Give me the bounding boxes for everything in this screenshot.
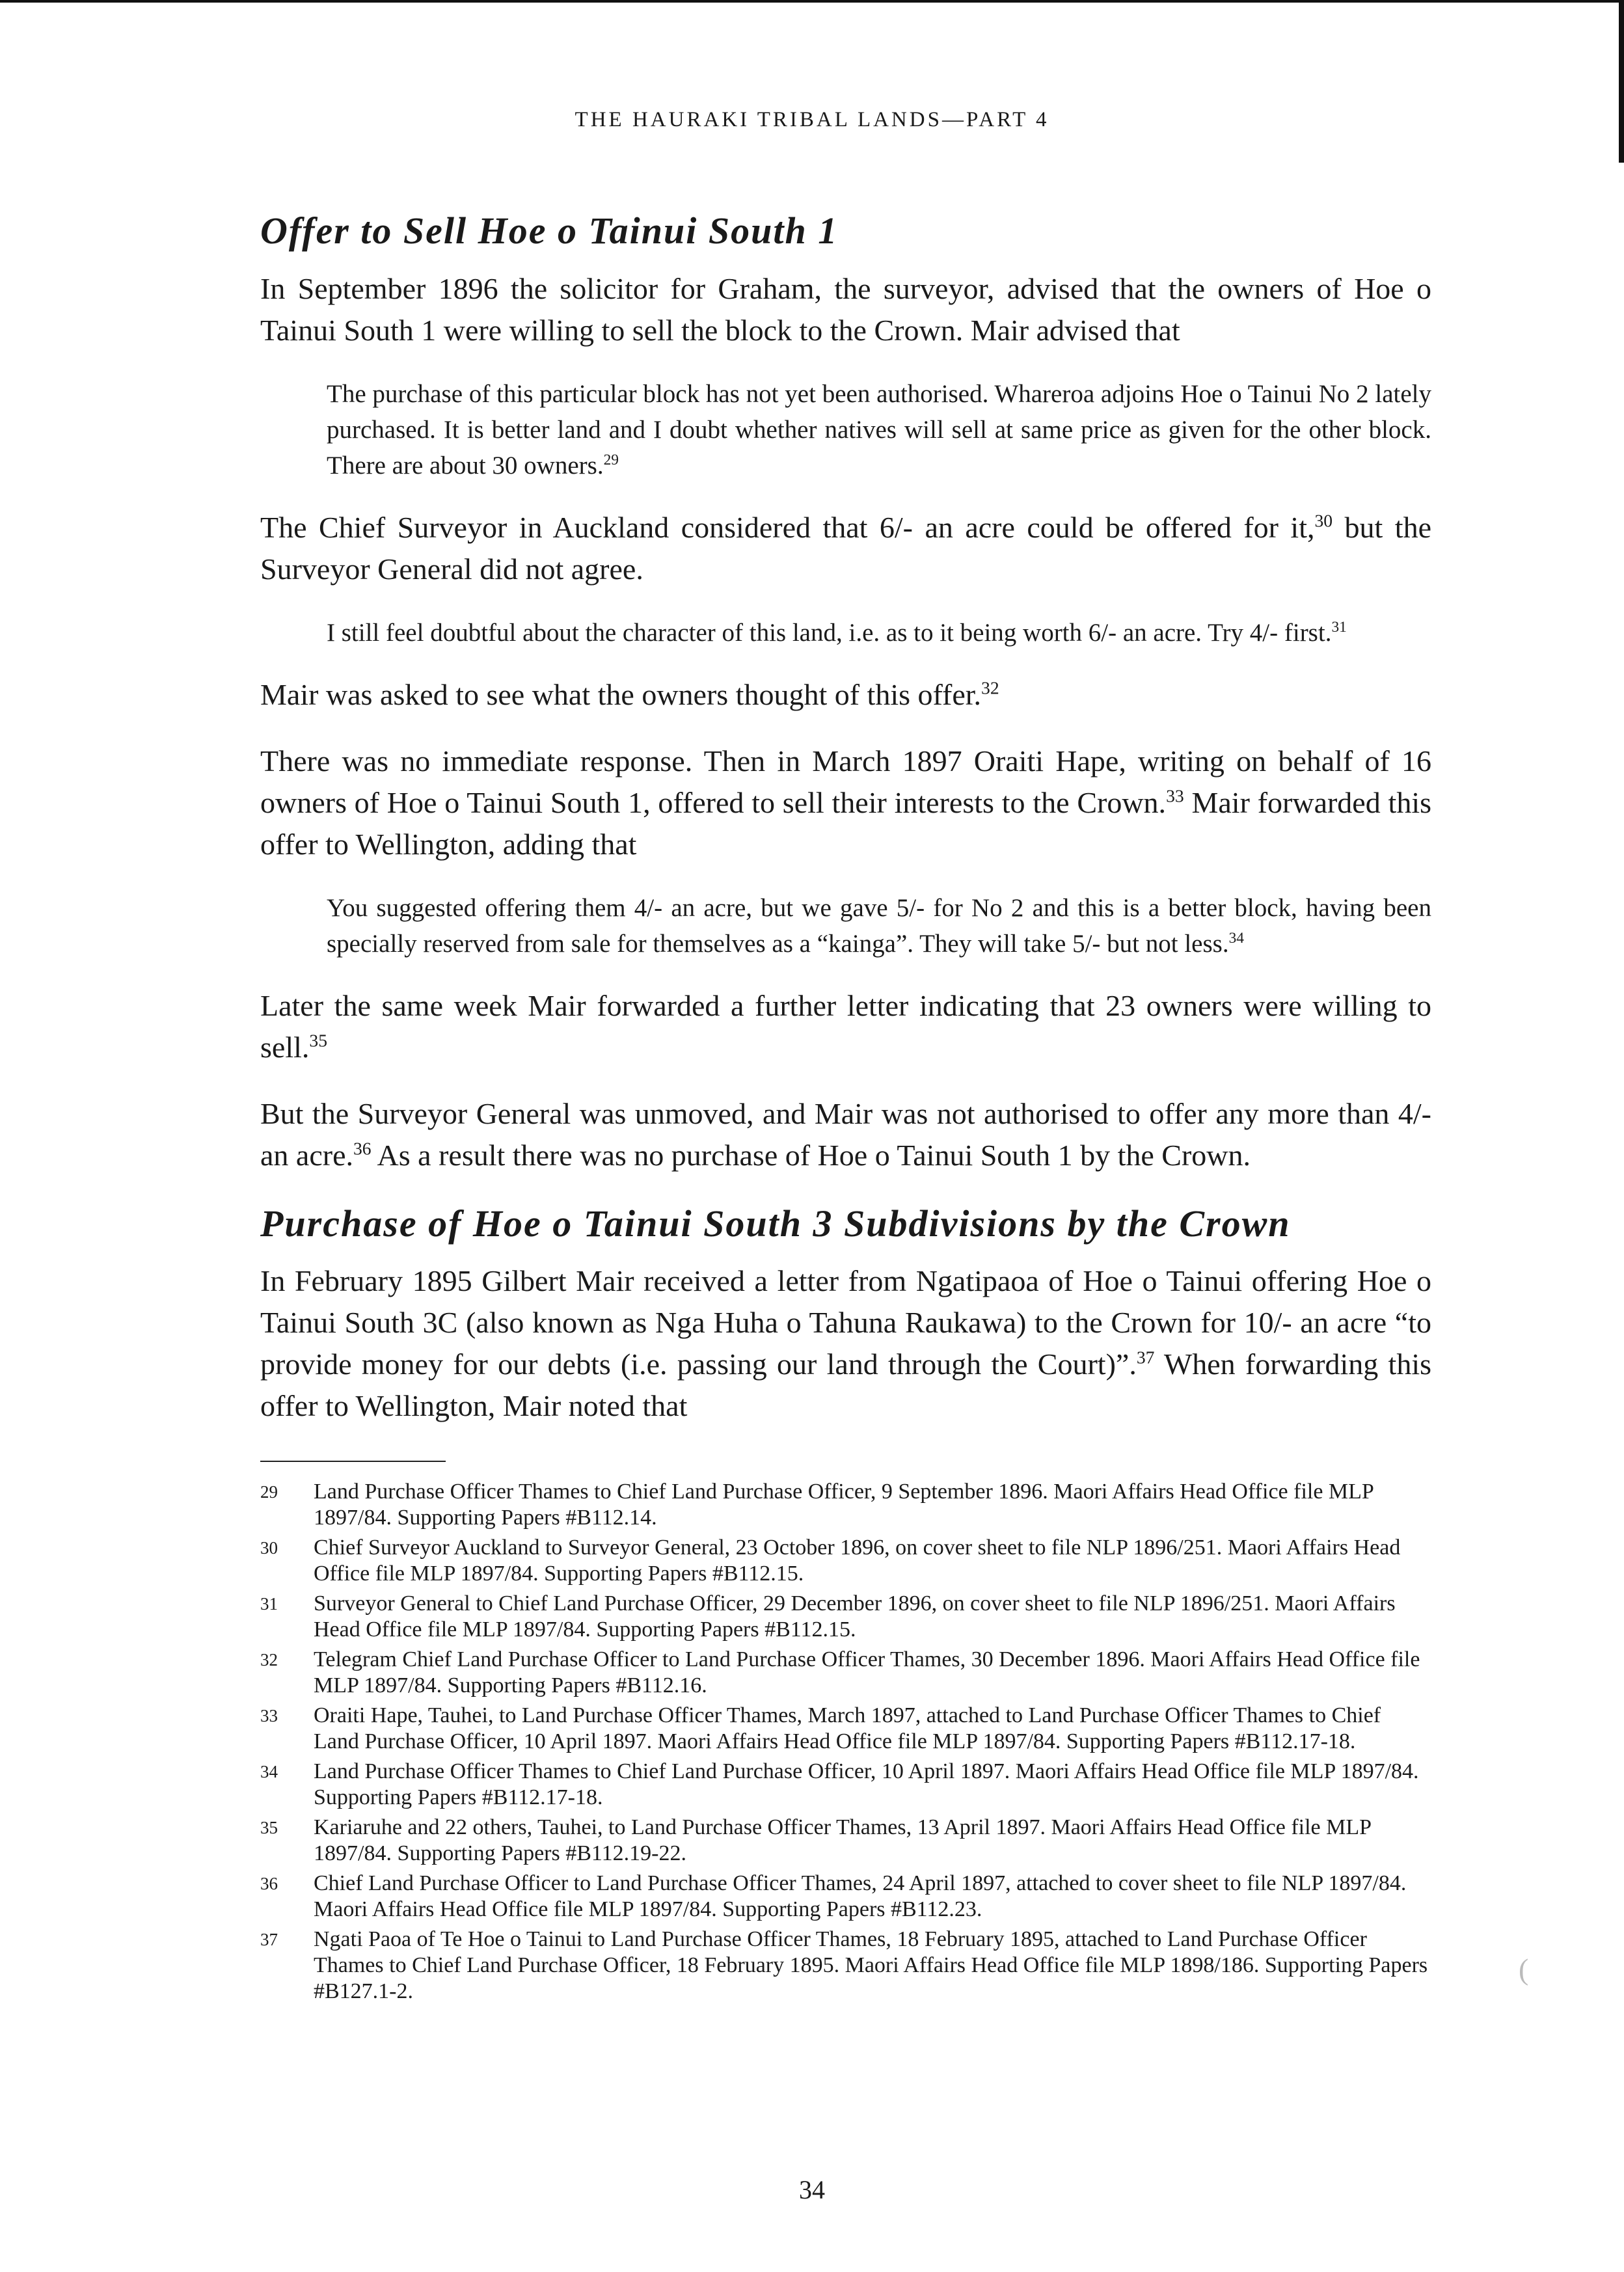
block-quote: [327, 890, 1431, 962]
top-border-rule: [0, 0, 1624, 3]
footnote-text: Chief Surveyor Auckland to Surveyor General, 23 October 1896, on cover sheet to file NLP 1896/251. Maori Affairs Head Office file MLP 1897/84. Supporting Papers #B112.15.: [314, 1535, 1401, 1586]
block-quote: [327, 376, 1431, 483]
paragraph-text: When forwarding this offer to Wellington, Mair noted that: [260, 1347, 1431, 1423]
page-number: 34: [799, 2175, 825, 2204]
page-content: [260, 208, 1431, 2008]
quote-text: I still feel doubtful about the character of this land, i.e. as to it being worth 6/- an acre. Try 4/- first.: [327, 618, 1332, 647]
footnote-text: Kariaruhe and 22 others, Tauhei, to Land Purchase Officer Thames, 13 April 1897. Maori Affairs Head Office file MLP 1897/84. Supporting Papers #B112.19-22.: [314, 1815, 1371, 1866]
footnote-ref[interactable]: 35: [309, 1030, 327, 1051]
footnote-item: [260, 1591, 1431, 1643]
footnote-ref[interactable]: 29: [603, 451, 619, 468]
footnote-text: Chief Land Purchase Officer to Land Purchase Officer Thames, 24 April 1897, attached to cover sheet to file NLP 1897/84. Maori Affairs Head Office file MLP 1897/84. Supporting Papers #B112.23.: [314, 1871, 1407, 1922]
footnote-number: 32: [260, 1650, 278, 1670]
footnote-number: 31: [260, 1594, 278, 1614]
footnote-text: Telegram Chief Land Purchase Officer to Land Purchase Officer Thames, 30 December 1896. Maori Affairs Head Office file MLP 1897/84. Supporting Papers #B112.16.: [314, 1647, 1420, 1698]
footnote-divider: [260, 1461, 446, 1462]
footnote-text: Ngati Paoa of Te Hoe o Tainui to Land Purchase Officer Thames, 18 February 1895, attached to Land Purchase Officer Thames to Chief Land Purchase Officer, 18 February 1895. Maori Affairs Head Office file MLP 1898/186. Supporting Papers #B127.1-2.: [314, 1927, 1428, 2004]
running-head: THE HAURAKI TRIBAL LANDS—PART 4: [575, 108, 1049, 131]
footnote-number: 33: [260, 1706, 278, 1726]
section-heading-purchase: Purchase of Hoe o Tainui South 3 Subdivisions by the Crown: [260, 1202, 1291, 1245]
paragraph-text: Later the same week Mair forwarded a further letter indicating that 23 owners were willing to sell.: [260, 988, 1431, 1064]
quote-text: You suggested offering them 4/- an acre, but we gave 5/- for No 2 and this is a better block, having been specially reserved from sale for themselves as a “kainga”. They will take 5/- but not less.: [327, 893, 1431, 958]
paragraph: [260, 740, 1431, 865]
footnote-ref[interactable]: 36: [353, 1138, 372, 1159]
paragraph: [260, 507, 1431, 590]
paragraph: [260, 674, 1431, 716]
paragraph: [260, 1260, 1431, 1427]
footnote-text: Oraiti Hape, Tauhei, to Land Purchase Officer Thames, March 1897, attached to Land Purchase Officer Thames to Chief Land Purchase Officer, 10 April 1897. Maori Affairs Head Office file MLP 1897/84. Supporting Papers #B112.17-18.: [314, 1703, 1381, 1754]
footnote-number: 30: [260, 1538, 278, 1558]
paragraph-text: As a result there was no purchase of Hoe o Tainui South 1 by the Crown.: [371, 1138, 1251, 1172]
section-heading-offer-to-sell: Offer to Sell Hoe o Tainui South 1: [260, 210, 839, 252]
footnote-ref[interactable]: 34: [1228, 929, 1244, 947]
paragraph-text: Mair was asked to see what the owners thought of this offer.: [260, 677, 982, 711]
paragraph-text: In February 1895 Gilbert Mair received a letter from Ngatipaoa of Hoe o Tainui offering Hoe o Tainui South 3C (also known as Nga Huha o Tahuna Raukawa) to the Crown for 10/- an acre “to provide money for our debts (i.e. passing our land through the Court)”.: [260, 1264, 1431, 1381]
footnote-item: [260, 1759, 1431, 1811]
margin-mark: (: [1519, 1953, 1529, 1986]
paragraph-text: but the Surveyor General did not agree.: [260, 510, 1431, 586]
paragraph: [260, 985, 1431, 1068]
right-border-rule: [1619, 0, 1624, 163]
footnote-ref[interactable]: 33: [1166, 785, 1184, 806]
footnote-item: [260, 1703, 1431, 1755]
block-quote: [327, 615, 1431, 651]
paragraph-text: Mair forwarded this offer to Wellington, adding that: [260, 785, 1431, 861]
footnote-text: Surveyor General to Chief Land Purchase Officer, 29 December 1896, on cover sheet to file NLP 1896/251. Maori Affairs Head Office file MLP 1897/84. Supporting Papers #B112.15.: [314, 1591, 1396, 1642]
footnote-ref[interactable]: 37: [1136, 1347, 1155, 1368]
footnote-text: Land Purchase Officer Thames to Chief Land Purchase Officer, 9 September 1896. Maori Affairs Head Office file MLP 1897/84. Supporting Papers #B112.14.: [314, 1480, 1374, 1530]
footnote-item: [260, 1871, 1431, 1923]
footnote-ref[interactable]: 32: [981, 677, 999, 698]
footnote-item: [260, 1535, 1431, 1587]
paragraph-text: But the Surveyor General was unmoved, and Mair was not authorised to offer any more than 4/- an acre.: [260, 1096, 1431, 1172]
footnote-list: [260, 1479, 1431, 2005]
footnote-number: 37: [260, 1930, 278, 1950]
footnote-number: 34: [260, 1762, 278, 1782]
paragraph-text: In September 1896 the solicitor for Graham, the surveyor, advised that the owners of Hoe o Tainui South 1 were willing to sell the block to the Crown. Mair advised that: [260, 271, 1431, 347]
footnote-item: [260, 1815, 1431, 1867]
paragraph-text: There was no immediate response. Then in March 1897 Oraiti Hape, writing on behalf of 16 owners of Hoe o Tainui South 1, offered to sell their interests to the Crown.: [260, 744, 1431, 819]
footnote-number: 29: [260, 1482, 278, 1502]
footnote-item: [260, 1647, 1431, 1699]
footnote-text: Land Purchase Officer Thames to Chief Land Purchase Officer, 10 April 1897. Maori Affairs Head Office file MLP 1897/84. Supporting Papers #B112.17-18.: [314, 1759, 1419, 1810]
paragraph: [260, 268, 1431, 351]
footnote-ref[interactable]: 30: [1314, 510, 1333, 531]
footnote-number: 36: [260, 1874, 278, 1894]
footnote-ref[interactable]: 31: [1331, 618, 1347, 636]
quote-text: The purchase of this particular block has not yet been authorised. Whareroa adjoins Hoe o Tainui No 2 lately purchased. It is better land and I doubt whether natives will sell at same price as given for the other block. There are about 30 owners.: [327, 379, 1431, 480]
footnote-number: 35: [260, 1818, 278, 1838]
paragraph: [260, 1093, 1431, 1176]
footnote-item: [260, 1479, 1431, 1531]
paragraph-text: The Chief Surveyor in Auckland considered that 6/- an acre could be offered for it,: [260, 510, 1315, 544]
footnote-item: [260, 1927, 1431, 2005]
